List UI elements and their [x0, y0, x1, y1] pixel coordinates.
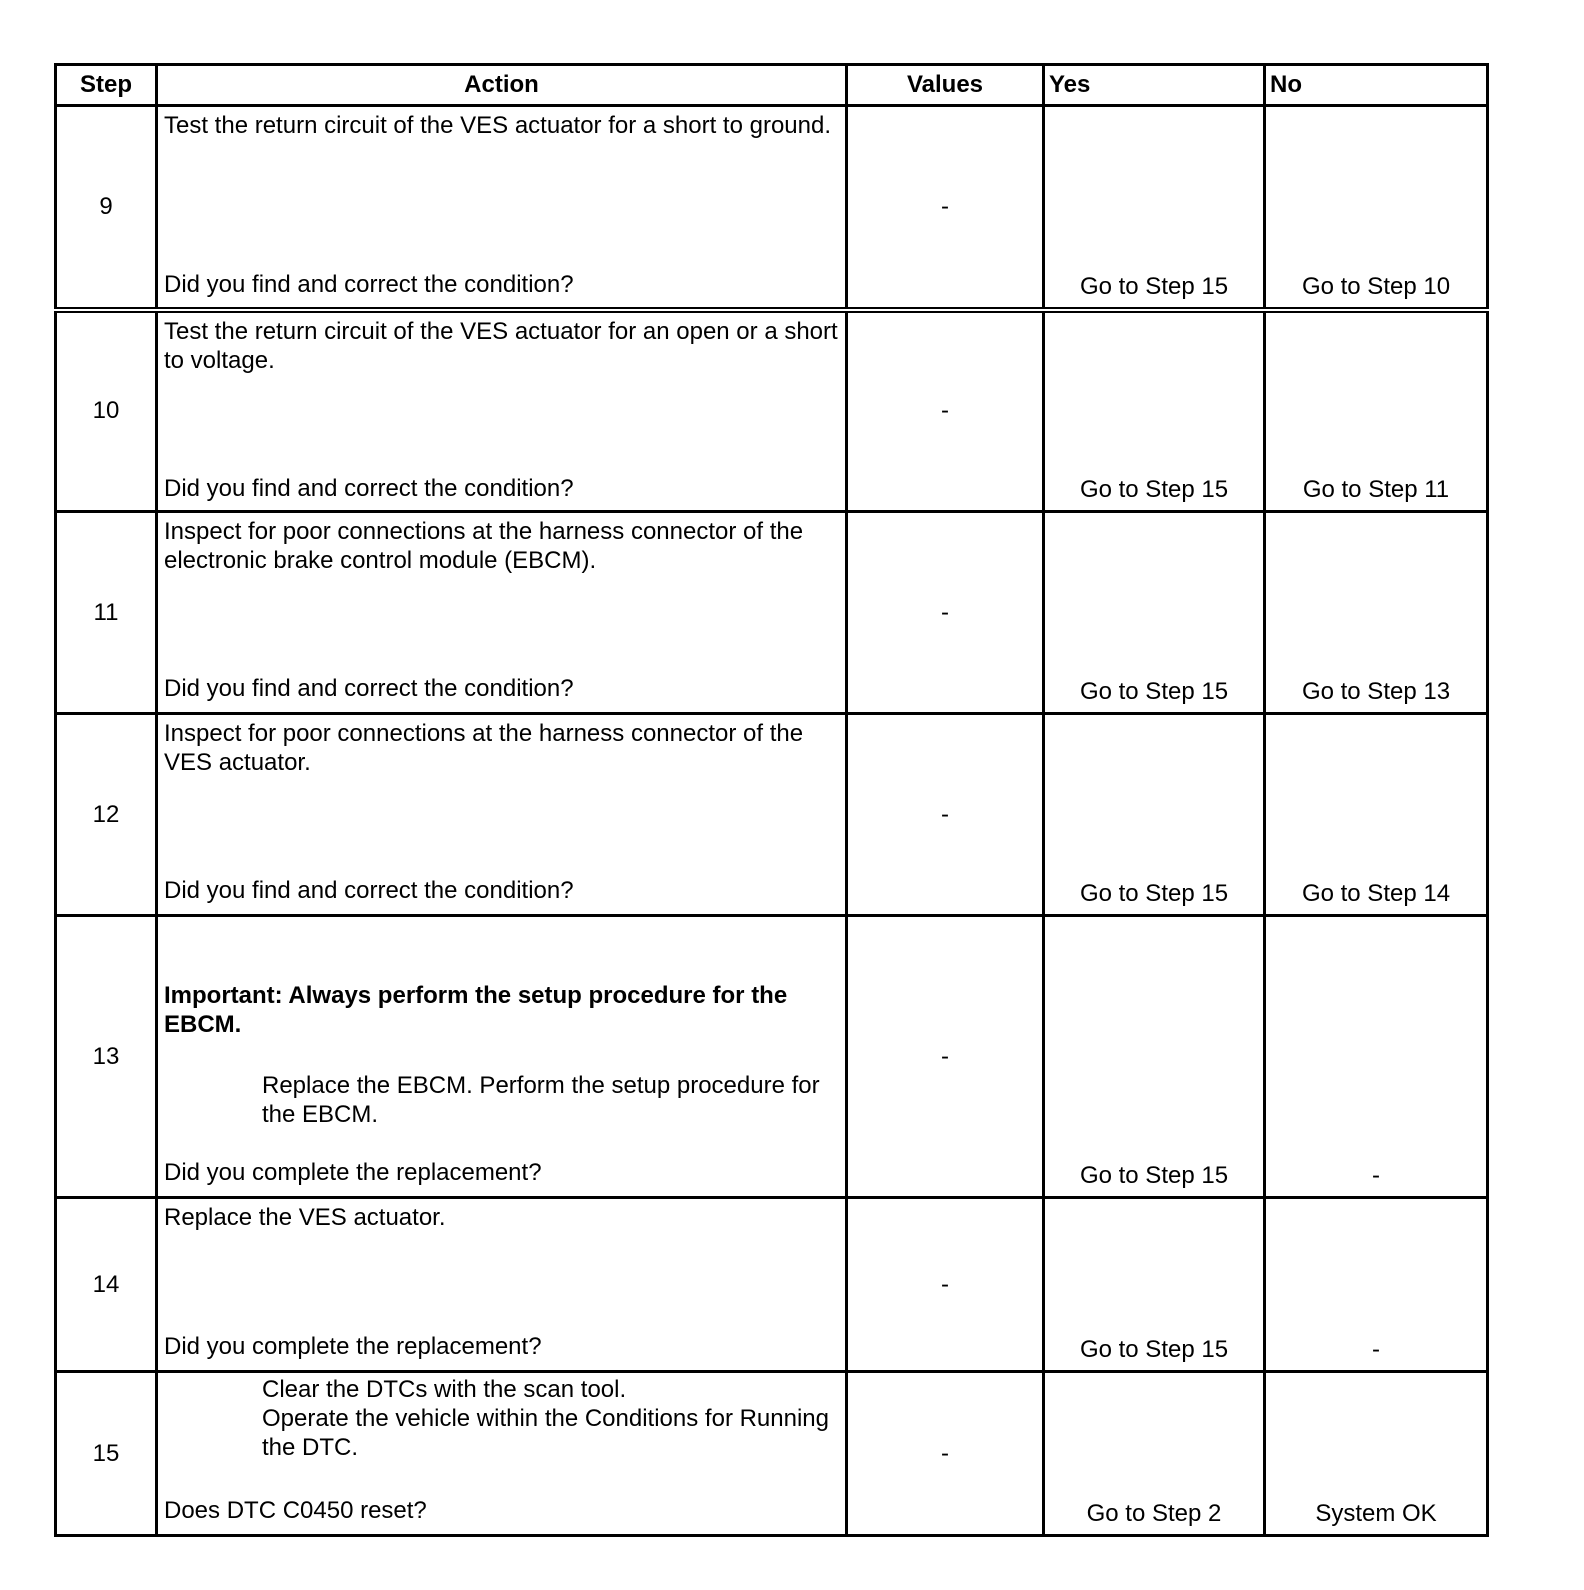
no-cell: - — [1265, 916, 1488, 1198]
yes-cell: Go to Step 15 — [1044, 916, 1265, 1198]
no-cell: Go to Step 11 — [1265, 310, 1488, 512]
table-row — [56, 714, 1488, 916]
header-row — [56, 65, 1488, 106]
no-cell: Go to Step 13 — [1265, 512, 1488, 714]
no-cell: - — [1265, 1198, 1488, 1372]
action-question: Did you complete the replacement? — [164, 1333, 542, 1360]
values-cell: - — [847, 916, 1044, 1198]
diagnostic-table — [54, 63, 1489, 1537]
yes-cell: Go to Step 2 — [1044, 1372, 1265, 1536]
action-cell — [157, 714, 847, 916]
table-row — [56, 1372, 1488, 1536]
action-cell — [157, 310, 847, 512]
action-question: Did you find and correct the condition? — [164, 474, 574, 502]
action-text: Test the return circuit of the VES actuator for an open or a short to voltage. — [164, 317, 838, 374]
step-number: 9 — [56, 106, 157, 310]
action-text: Replace the EBCM. Perform the setup procedure for the EBCM. — [262, 1072, 820, 1128]
action-cell — [157, 1198, 847, 1372]
values-cell: - — [847, 512, 1044, 714]
step-number: 10 — [56, 310, 157, 512]
no-cell: System OK — [1265, 1372, 1488, 1536]
action-text: Inspect for poor connections at the harness connector of the electronic brake control module (EBCM). — [164, 518, 804, 574]
no-cell: Go to Step 10 — [1265, 106, 1488, 310]
header-values: Values — [847, 65, 1044, 106]
action-text: Test the return circuit of the VES actuator for a short to ground. — [164, 112, 832, 139]
values-cell: - — [847, 106, 1044, 310]
action-cell — [157, 1372, 847, 1536]
action-question: Did you find and correct the condition? — [164, 675, 574, 702]
no-cell: Go to Step 14 — [1265, 714, 1488, 916]
header-step: Step — [56, 65, 157, 106]
action-text-2: Operate the vehicle within the Conditions for Running the DTC. — [262, 1405, 829, 1461]
header-no: No — [1265, 65, 1488, 106]
step-number: 15 — [56, 1372, 157, 1536]
yes-cell: Go to Step 15 — [1044, 1198, 1265, 1372]
action-cell — [157, 916, 847, 1198]
yes-cell: Go to Step 15 — [1044, 714, 1265, 916]
yes-cell: Go to Step 15 — [1044, 310, 1265, 512]
step-number: 13 — [56, 916, 157, 1198]
table-row — [56, 512, 1488, 714]
important-note: Important: Always perform the setup procedure for the EBCM. — [164, 982, 788, 1038]
table-row — [56, 916, 1488, 1198]
step-number: 14 — [56, 1198, 157, 1372]
action-question: Did you find and correct the condition? — [164, 271, 574, 298]
yes-cell: Go to Step 15 — [1044, 106, 1265, 310]
action-text: Inspect for poor connections at the harness connector of the VES actuator. — [164, 720, 804, 776]
action-question: Did you find and correct the condition? — [164, 877, 574, 904]
step-number: 11 — [56, 512, 157, 714]
values-cell: - — [847, 1372, 1044, 1536]
values-cell: - — [847, 714, 1044, 916]
table-row — [56, 106, 1488, 310]
action-cell — [157, 106, 847, 310]
action-cell — [157, 512, 847, 714]
action-text: Replace the VES actuator. — [164, 1204, 446, 1231]
values-cell: - — [847, 310, 1044, 512]
header-yes: Yes — [1044, 65, 1265, 106]
values-cell: - — [847, 1198, 1044, 1372]
yes-cell: Go to Step 15 — [1044, 512, 1265, 714]
header-action: Action — [157, 65, 847, 106]
table-row — [56, 1198, 1488, 1372]
action-question: Does DTC C0450 reset? — [164, 1497, 427, 1524]
action-question: Did you complete the replacement? — [164, 1159, 542, 1186]
table-row — [56, 310, 1488, 512]
action-text: Clear the DTCs with the scan tool. — [262, 1376, 627, 1403]
step-number: 12 — [56, 714, 157, 916]
